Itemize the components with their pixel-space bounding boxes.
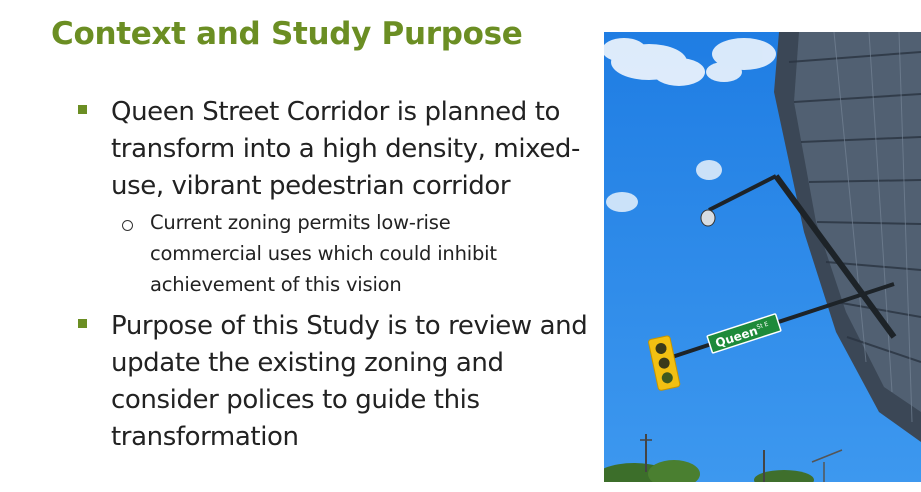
- square-bullet-icon: [78, 319, 87, 328]
- sub-bullet-line: achievement of this vision: [150, 273, 402, 296]
- bullet-line: consider polices to guide this: [111, 385, 480, 415]
- bullet-line: transform into a high density, mixed-: [111, 134, 581, 164]
- slide-title: Context and Study Purpose: [51, 16, 523, 52]
- bullet-line: use, vibrant pedestrian corridor: [111, 171, 511, 201]
- street-sign-name: Queen: [713, 323, 760, 351]
- circle-bullet-icon: [122, 220, 133, 231]
- sub-bullet-line: commercial uses which could inhibit: [150, 242, 497, 265]
- bullet-item: [75, 308, 595, 456]
- bullet-line: transformation: [111, 422, 299, 452]
- bullet-line: Purpose of this Study is to review and: [111, 311, 588, 341]
- square-bullet-icon: [78, 105, 87, 114]
- street-sign-suffix: St E: [755, 320, 770, 332]
- slide-content: [75, 94, 595, 456]
- bullet-line: Queen Street Corridor is planned to: [111, 97, 561, 127]
- street-lamp: [701, 210, 715, 226]
- sub-bullet-item: [150, 207, 595, 300]
- sub-bullet-line: Current zoning permits low-rise: [150, 211, 451, 234]
- bullet-line: update the existing zoning and: [111, 348, 504, 378]
- bullet-item: [75, 94, 595, 205]
- street-corner-photo: [604, 32, 921, 482]
